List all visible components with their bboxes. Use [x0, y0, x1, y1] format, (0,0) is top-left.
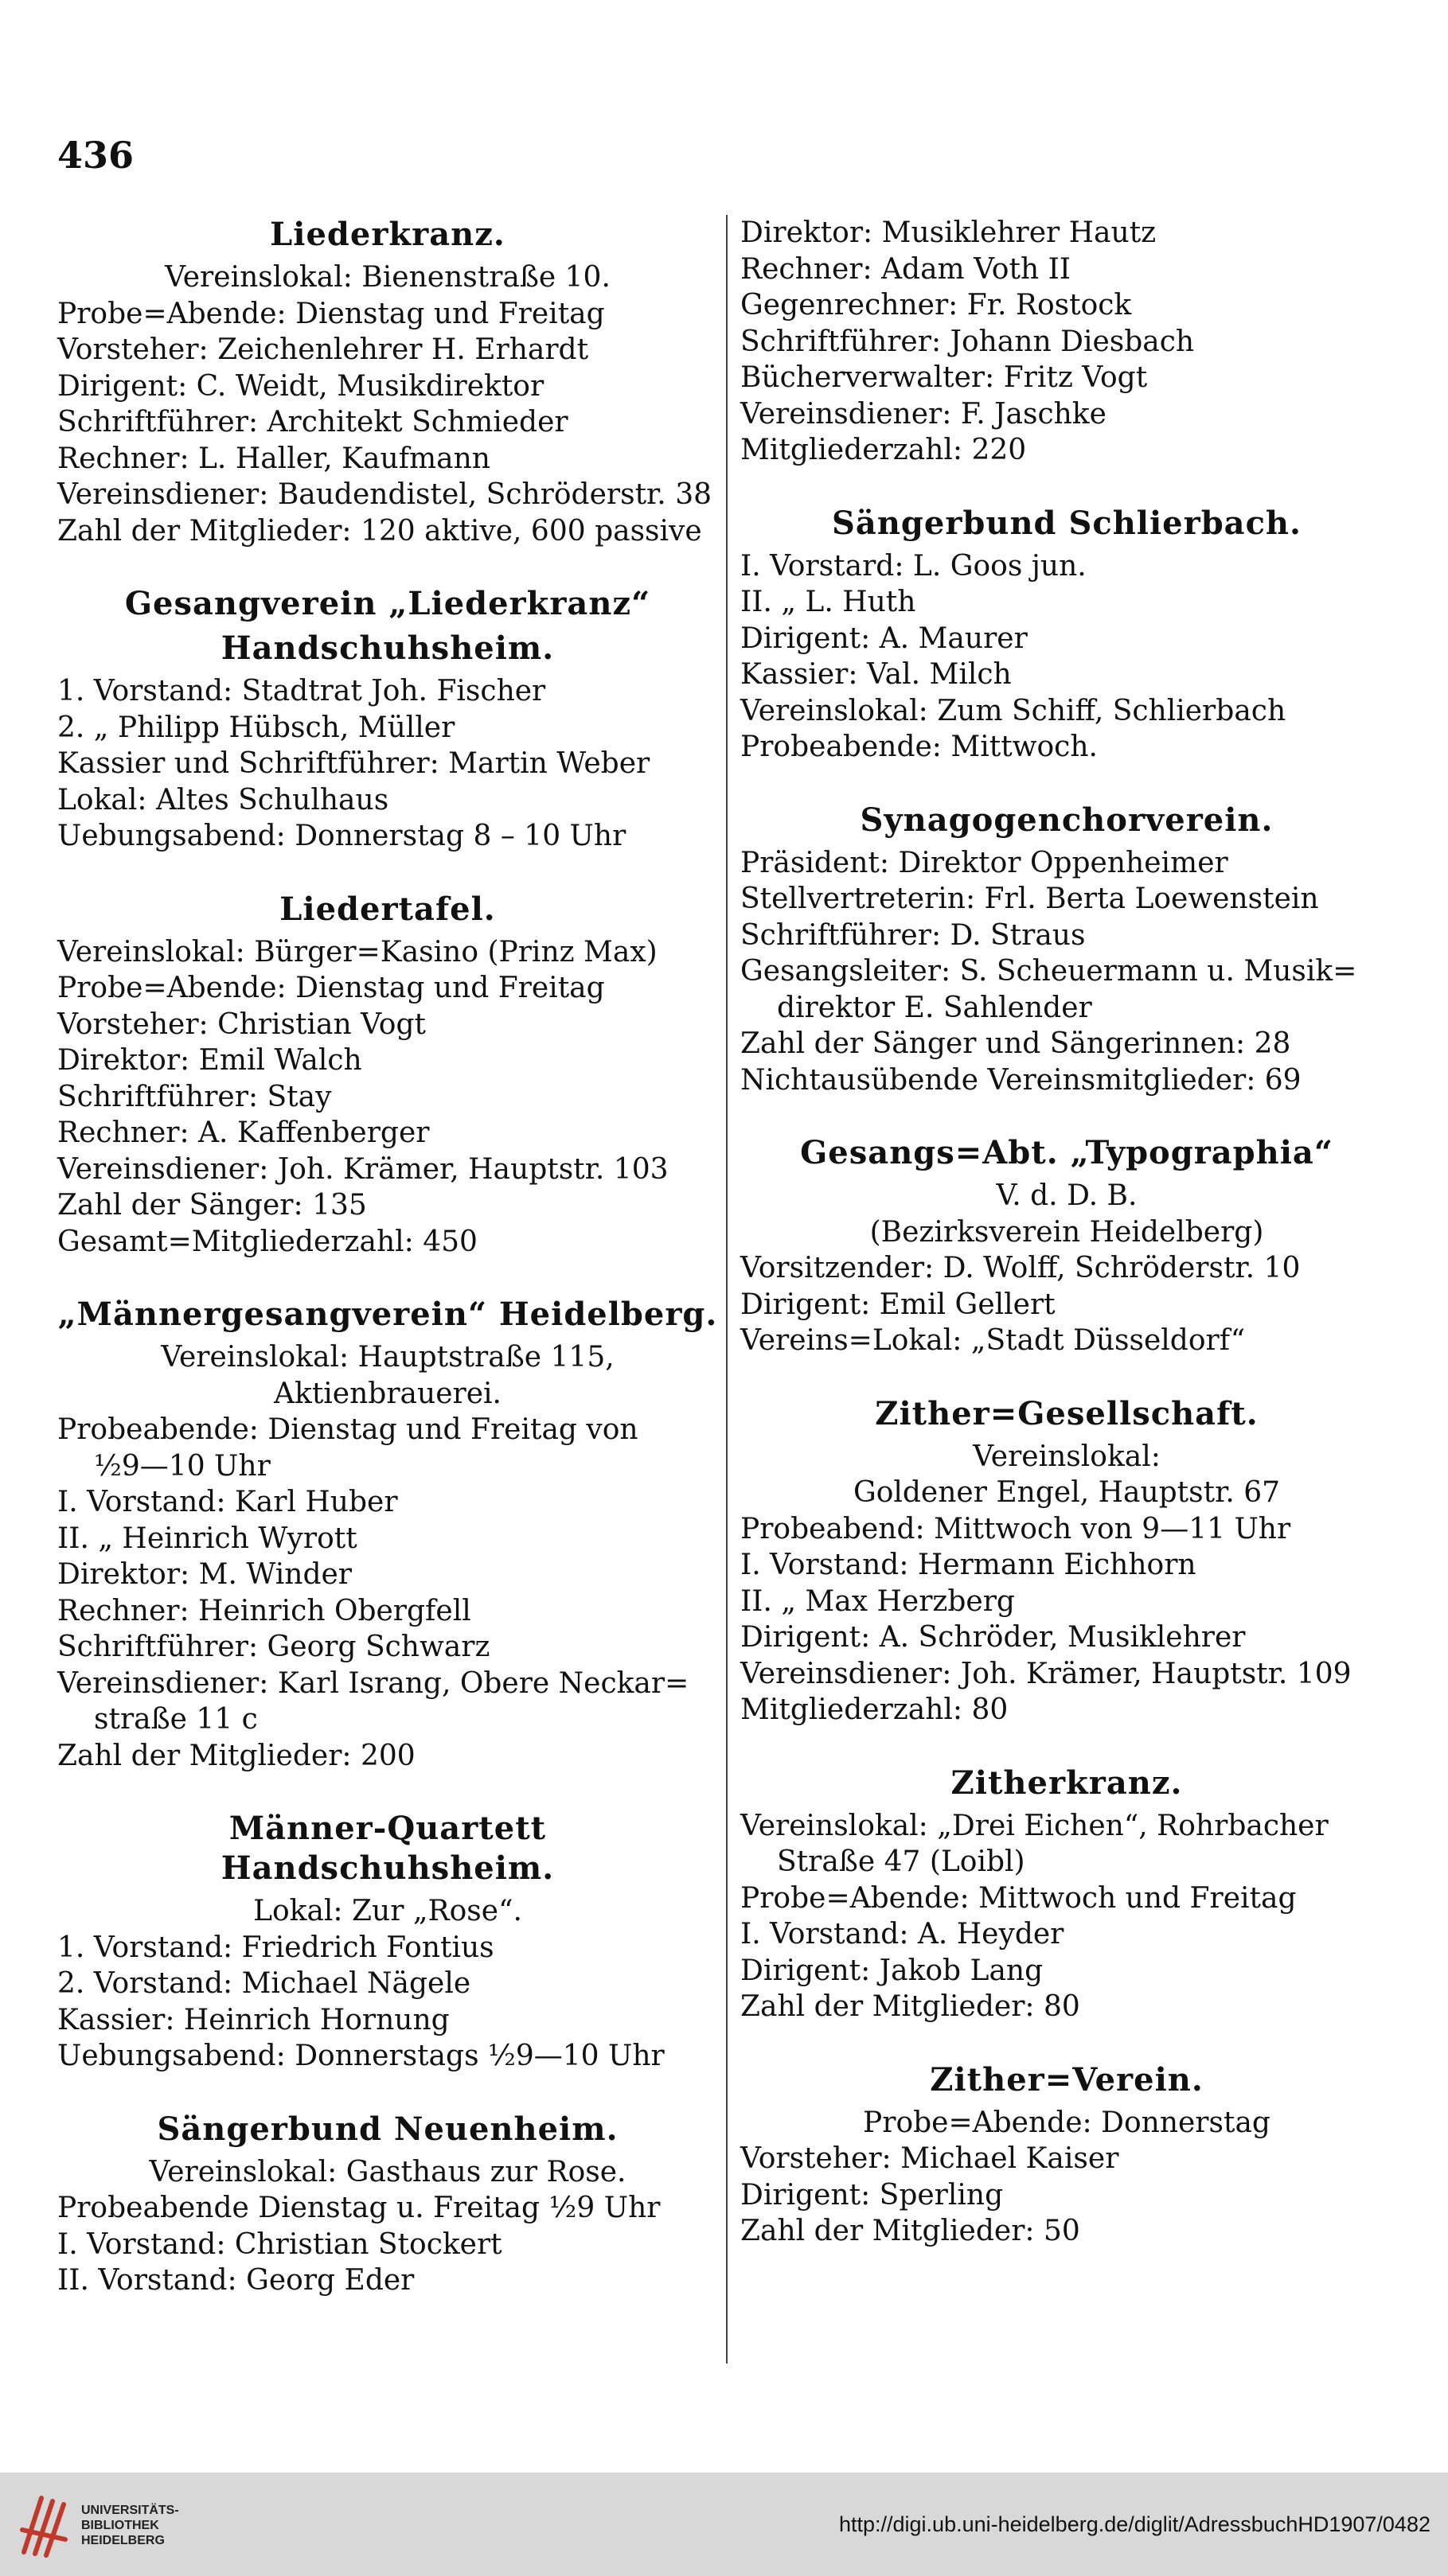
- entry-line: direktor E. Sahlender: [777, 991, 1092, 1024]
- entry-line: (Bezirksverein Heidelberg): [869, 1215, 1264, 1249]
- entry-line: Vereinslokal: Hauptstraße 115,: [161, 1341, 615, 1374]
- entry-line: Probe=Abende: Dienstag und Freitag: [57, 972, 605, 1004]
- entry-line: Aktienbrauerei.: [274, 1377, 502, 1410]
- entry-line: Direktor: Musiklehrer Hautz: [740, 216, 1157, 249]
- entry-line: Nichtausübende Vereinsmitglieder: 69: [740, 1063, 1302, 1097]
- entry-line: Vereinsdiener: Joh. Krämer, Hauptstr. 103: [57, 1152, 669, 1186]
- entry-line: Stellvertreterin: Frl. Berta Loewenstein: [740, 883, 1319, 915]
- entry-line: Dirigent: Jakob Lang: [740, 1954, 1044, 1987]
- left-column: [57, 215, 718, 2334]
- entry-line: Dirigent: Emil Gellert: [740, 1288, 1056, 1321]
- entry-line: Probe=Abende: Donnerstag: [863, 2106, 1270, 2139]
- entry-line: Uebungsabend: Donnerstags ½9—10 Uhr: [57, 2040, 665, 2072]
- entry-line: II. „ L. Huth: [740, 586, 916, 618]
- library-logo-icon: [18, 2490, 73, 2558]
- entry-line: 1. Vorstand: Friedrich Fontius: [57, 1931, 494, 1964]
- source-url-link[interactable]: http://digi.ub.uni-heidelberg.de/diglit/AdressbuchHD1907/0482: [838, 2512, 1430, 2536]
- entry-line: Probeabende Dienstag u. Freitag ½9 Uhr: [57, 2192, 661, 2224]
- entry-line: Dirigent: Sperling: [740, 2178, 1004, 2212]
- entry-line: Probe=Abende: Dienstag und Freitag: [57, 297, 605, 330]
- entry-line: Vereinsdiener: F. Jaschke: [740, 397, 1106, 431]
- entry-line: Vereinslokal: Zum Schiff, Schlierbach: [740, 694, 1286, 727]
- entry-line: Kassier und Schriftführer: Martin Weber: [57, 747, 650, 780]
- entry-line: Probeabende: Dienstag und Freitag von: [57, 1413, 638, 1446]
- entry-title: Liederkranz.: [270, 216, 505, 253]
- entry-line: I. Vorstand: A. Heyder: [740, 1918, 1064, 1951]
- entry-line: 1. Vorstand: Stadtrat Joh. Fischer: [57, 675, 546, 707]
- entry-line: I. Vorstand: Hermann Eichhorn: [740, 1549, 1196, 1581]
- entry-line: Lokal: Altes Schulhaus: [57, 783, 389, 816]
- entry-line: Gegenrechner: Fr. Rostock: [740, 289, 1132, 322]
- entry-line: 2. Vorstand: Michael Nägele: [57, 1967, 471, 2000]
- entry-line: Zahl der Sänger und Sängerinnen: 28: [740, 1027, 1291, 1060]
- entry-line: II. „ Max Herzberg: [740, 1584, 1015, 1618]
- entry-line: Vorsteher: Michael Kaiser: [740, 2142, 1119, 2175]
- entry-line: 2. „ Philipp Hübsch, Müller: [57, 711, 455, 744]
- entry-title: Liedertafel.: [279, 890, 496, 928]
- column-divider: [726, 215, 728, 2364]
- entry-line: Direktor: Emil Walch: [57, 1044, 362, 1077]
- entry-line: Schriftführer: Georg Schwarz: [57, 1631, 490, 1663]
- entry-line: Vereinslokal: Gasthaus zur Rose.: [149, 2155, 626, 2188]
- entry-line: Rechner: Adam Voth II: [740, 252, 1071, 286]
- entry-line: Probeabende: Mittwoch.: [740, 731, 1098, 763]
- entry-title: Synagogenchorverein.: [860, 801, 1274, 839]
- entry-line: II. „ Heinrich Wyrott: [57, 1522, 357, 1555]
- directory-entry: [740, 1133, 1393, 1359]
- entry-title: Zitherkranz.: [950, 1763, 1183, 1802]
- entry-line: Probeabend: Mittwoch von 9—11 Uhr: [740, 1512, 1291, 1545]
- entry-line: V. d. D. B.: [996, 1179, 1138, 1212]
- right-column: [740, 215, 1393, 2285]
- directory-entry: [740, 504, 1393, 766]
- entry-line: Präsident: Direktor Oppenheimer: [740, 846, 1228, 879]
- entry-title: Gesangs=Abt. „Typographia“: [800, 1134, 1333, 1171]
- entry-line: Direktor: M. Winder: [57, 1558, 353, 1591]
- entry-line: Schriftführer: Johann Diesbach: [740, 325, 1195, 358]
- entry-line: Gesangsleiter: S. Scheuermann u. Musik=: [740, 955, 1357, 988]
- entry-line: Vereinsdiener: Karl Israng, Obere Neckar=: [57, 1666, 689, 1700]
- entry-line: Vereinslokal: Bienenstraße 10.: [165, 261, 611, 294]
- entry-line: Vorsteher: Christian Vogt: [57, 1007, 426, 1041]
- entry-line: Rechner: Heinrich Obergfell: [57, 1594, 471, 1627]
- entry-line: Lokal: Zur „Rose“.: [253, 1895, 522, 1927]
- entry-line: Mitgliederzahl: 80: [740, 1693, 1009, 1726]
- directory-entry: [57, 890, 718, 1261]
- directory-entry: [57, 2110, 718, 2299]
- entry-line: Schriftführer: Architekt Schmieder: [57, 406, 568, 438]
- entry-line: Mitgliederzahl: 220: [740, 434, 1027, 466]
- directory-entry: [740, 1394, 1393, 1728]
- entry-line: Kassier: Heinrich Hornung: [57, 2003, 450, 2036]
- entry-line: Zahl der Sänger: 135: [57, 1189, 367, 1222]
- directory-entry: [740, 2060, 1393, 2250]
- entry-line: I. Vorstard: L. Goos jun.: [740, 549, 1087, 583]
- entry-line: I. Vorstand: Christian Stockert: [57, 2227, 502, 2261]
- entry-line: Dirigent: A. Schröder, Musiklehrer: [740, 1621, 1246, 1654]
- entry-line: straße 11 c: [94, 1703, 258, 1736]
- directory-entry: [57, 1295, 718, 1774]
- entry-line: Schriftführer: D. Straus: [740, 918, 1086, 952]
- entry-line: Zahl der Mitglieder: 120 aktive, 600 passive: [57, 514, 702, 548]
- entry-line: Schriftführer: Stay: [57, 1080, 332, 1113]
- entry-line: Vereinslokal: „Drei Eichen“, Rohrbacher: [740, 1809, 1329, 1842]
- entry-title: Gesangverein „Liederkranz“: [124, 585, 651, 622]
- entry-title: Männer-Quartett Handschuhsheim.: [221, 1810, 555, 1887]
- entry-title: Zither=Verein.: [930, 2060, 1204, 2099]
- directory-entry: [740, 1763, 1393, 2025]
- logo-line-2: BIBLIOTHEK: [81, 2519, 159, 2532]
- entry-line: Vorsteher: Zeichenlehrer H. Erhardt: [57, 333, 589, 366]
- entry-line: Zahl der Mitglieder: 80: [740, 1990, 1080, 2023]
- logo-line-1: UNIVERSITÄTS-: [81, 2504, 179, 2517]
- entry-line: Goldener Engel, Hauptstr. 67: [853, 1476, 1281, 1509]
- entry-line: Dirigent: C. Weidt, Musikdirektor: [57, 369, 544, 403]
- entry-line: ½9—10 Uhr: [94, 1449, 271, 1483]
- entry-line: Rechner: A. Kaffenberger: [57, 1117, 430, 1149]
- entry-line: Uebungsabend: Donnerstag 8 – 10 Uhr: [57, 820, 626, 852]
- entry-line: II. Vorstand: Georg Eder: [57, 2264, 415, 2297]
- entry-line: Dirigent: A. Maurer: [740, 622, 1028, 655]
- entry-line: Kassier: Val. Milch: [740, 658, 1012, 691]
- entry-line: Vereinsdiener: Joh. Krämer, Hauptstr. 109: [740, 1657, 1352, 1690]
- entry-line: I. Vorstand: Karl Huber: [57, 1486, 398, 1518]
- entry-line: Bücherverwalter: Fritz Vogt: [740, 361, 1148, 394]
- entry-line: Zahl der Mitglieder: 200: [57, 1739, 416, 1772]
- entry-title: Sängerbund Neuenheim.: [157, 2110, 619, 2148]
- entry-line: Vorsitzender: D. Wolff, Schröderstr. 10: [740, 1252, 1301, 1284]
- page-number: 436: [57, 134, 135, 177]
- entry-title: „Männergesangverein“ Heidelberg.: [57, 1296, 718, 1333]
- entry-line: Vereinsdiener: Baudendistel, Schröderstr. 38: [57, 478, 712, 511]
- directory-entry: [57, 215, 718, 549]
- entry-line: Rechner: L. Haller, Kaufmann: [57, 442, 490, 475]
- logo-line-3: HEIDELBERG: [81, 2534, 165, 2547]
- entry-line: Vereins=Lokal: „Stadt Düsseldorf“: [740, 1324, 1246, 1357]
- entry-title: Sängerbund Schlierbach.: [832, 504, 1302, 542]
- entry-title: Zither=Gesellschaft.: [875, 1394, 1259, 1432]
- entry-line: Probe=Abende: Mittwoch und Freitag: [740, 1881, 1297, 1915]
- directory-entry: [57, 1809, 718, 2075]
- directory-entry: [740, 215, 1393, 469]
- directory-entry: [740, 801, 1393, 1099]
- library-logo-text: [81, 2503, 179, 2548]
- entry-line: Straße 47 (Loibl): [777, 1845, 1025, 1878]
- footer-bar: [0, 2473, 1448, 2576]
- entry-subtitle: Handschuhsheim.: [221, 629, 555, 667]
- entry-line: Vereinslokal: Bürger=Kasino (Prinz Max): [57, 935, 658, 968]
- directory-entry: [57, 584, 718, 855]
- entry-line: Zahl der Mitglieder: 50: [740, 2215, 1080, 2247]
- entry-line: Gesamt=Mitgliederzahl: 450: [57, 1225, 478, 1258]
- entry-line: Vereinslokal:: [973, 1440, 1161, 1473]
